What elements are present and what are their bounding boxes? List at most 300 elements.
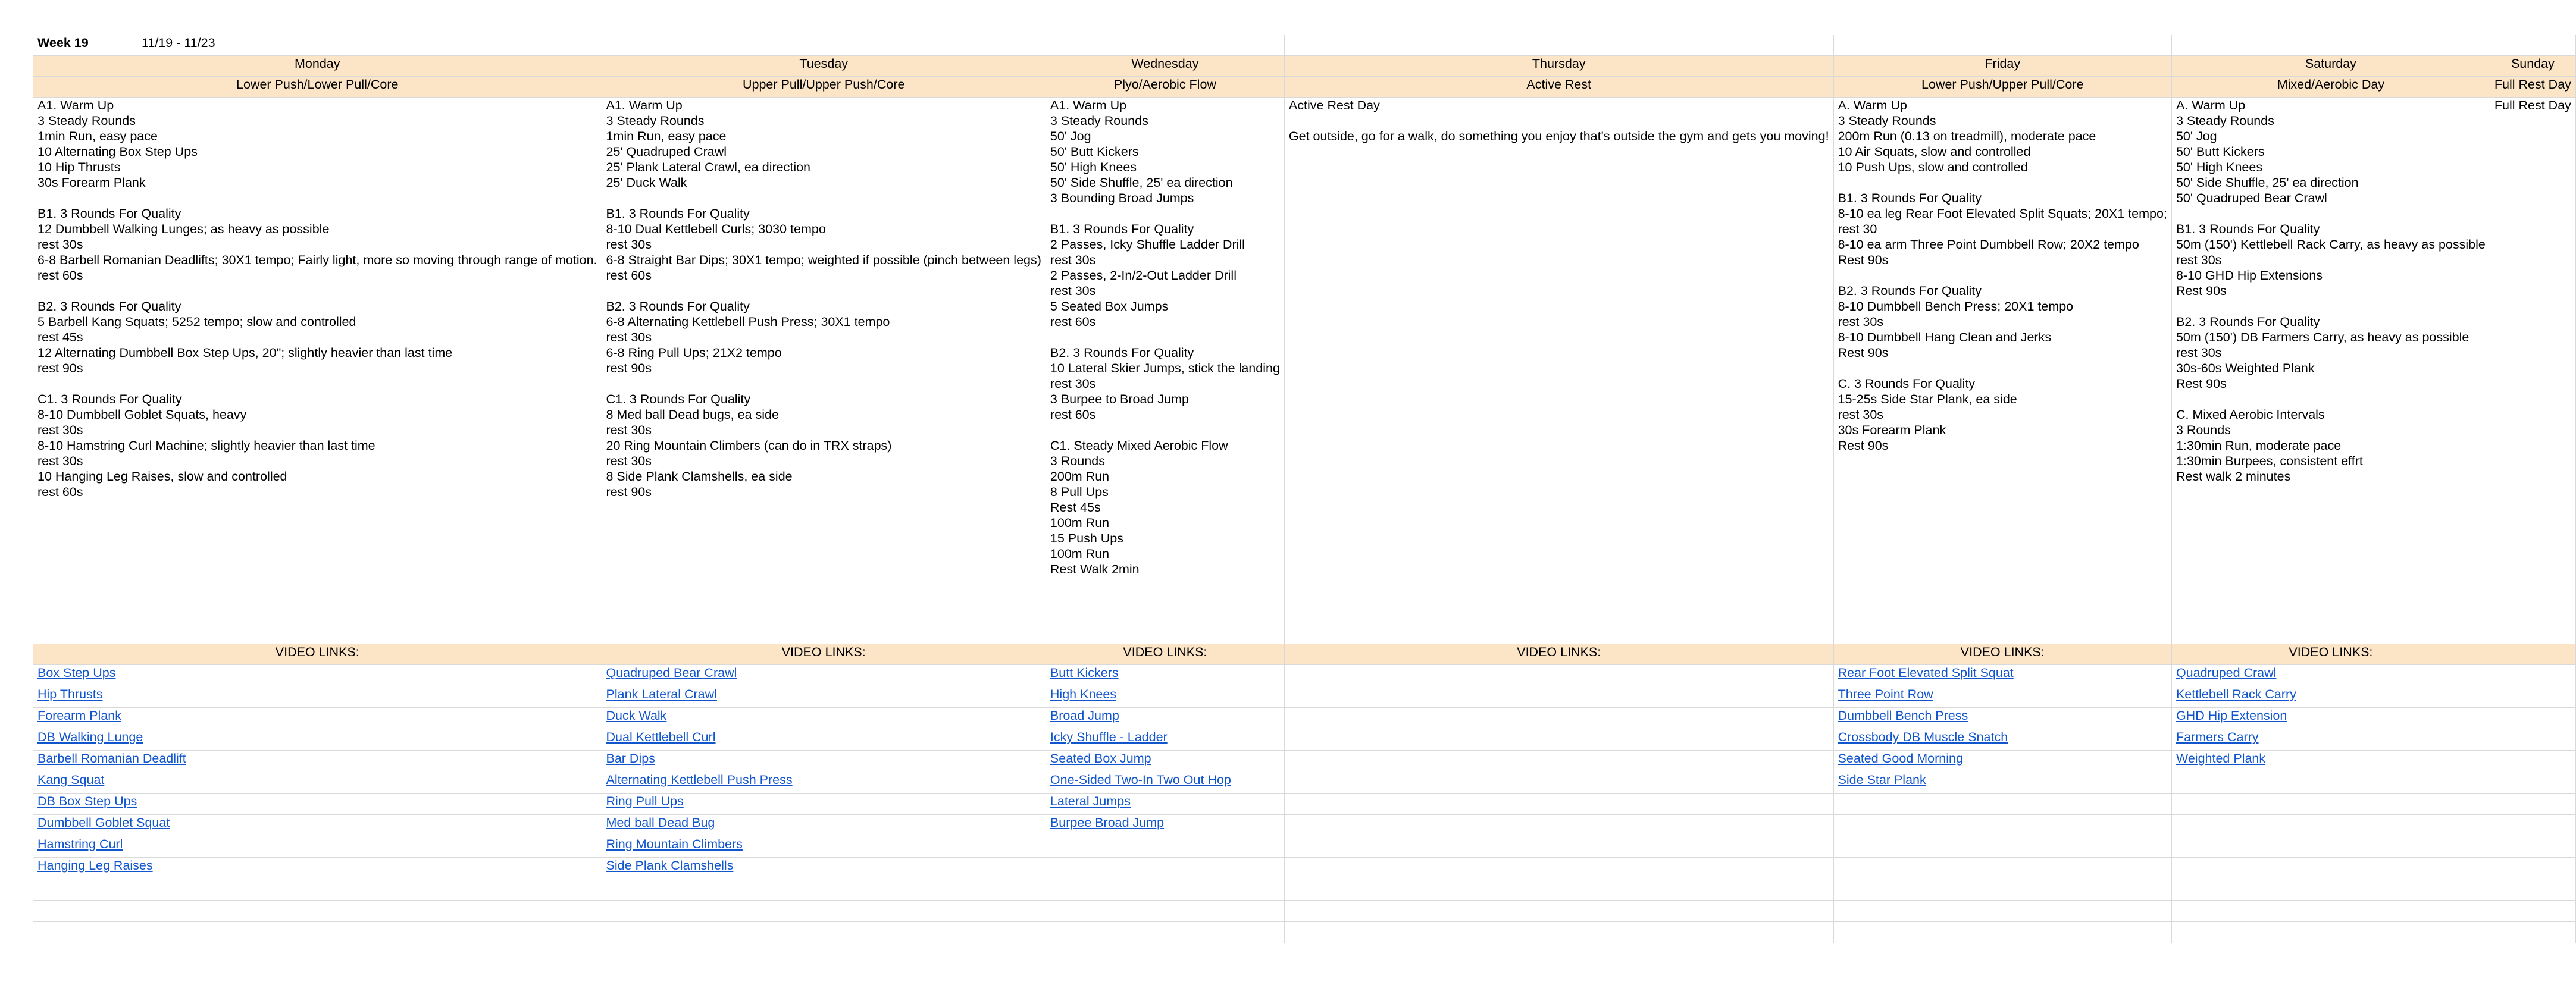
video-link-cell[interactable] [33,686,602,708]
video-link-cell[interactable] [33,772,602,794]
video-link-cell[interactable] [2171,686,2490,708]
video-link-cell[interactable] [602,665,1046,686]
day-header-tuesday[interactable]: Tuesday [602,56,1046,77]
workout-line [1838,175,2167,190]
workout-line: B2. 3 Rounds For Quality [2176,315,2320,329]
workout-line: B1. 3 Rounds For Quality [37,206,181,221]
empty-cell[interactable] [1046,35,1284,56]
video-link[interactable]: High Knees [1050,687,1117,701]
video-link-cell[interactable] [1833,686,2171,708]
video-link-cell[interactable] [2171,901,2490,922]
workout-line: A. Warm Up [1838,98,1907,112]
video-link[interactable]: Bar Dips [606,751,655,766]
video-link-cell[interactable] [1833,794,2171,815]
video-link-cell[interactable] [1046,901,1284,922]
video-link-cell[interactable] [602,708,1046,729]
video-link-cell[interactable] [1833,901,2171,922]
workout-line: B1. 3 Rounds For Quality [2176,222,2320,236]
video-link-cell[interactable] [2490,901,2575,922]
video-link-cell[interactable] [1046,815,1284,836]
video-link-cell[interactable] [2490,751,2575,772]
workout-line: rest 30s [606,423,652,437]
video-link-cell[interactable] [33,794,602,815]
workout-line: 1:30min Burpees, consistent effrt [2176,454,2363,468]
video-link-cell[interactable] [602,686,1046,708]
video-link-cell[interactable] [602,836,1046,858]
workout-line: 30s Forearm Plank [1838,423,1946,437]
workout-line [1050,330,1280,345]
video-link-cell[interactable] [1284,772,1833,794]
video-link[interactable]: Lateral Jumps [1050,794,1131,808]
video-link[interactable]: Kang Squat [37,773,105,787]
video-link-cell[interactable] [1046,729,1284,751]
workout-line: 50' Butt Kickers [2176,145,2265,159]
workout-line [2176,299,2486,314]
day-header-friday[interactable]: Friday [1833,56,2171,77]
workout-line: 1min Run, easy pace [37,129,158,143]
workout-line [606,283,1041,299]
video-link-cell[interactable] [602,815,1046,836]
video-link-cell[interactable] [1046,836,1284,858]
video-link-cell[interactable] [1833,879,2171,901]
video-link[interactable]: Barbell Romanian Deadlift [37,751,186,766]
video-link-cell[interactable] [2490,794,2575,815]
video-link-cell[interactable] [2490,922,2575,943]
workout-line: rest 30 [1838,222,1877,236]
workout-line [1838,360,2167,376]
video-link[interactable]: Dual Kettlebell Curl [606,730,716,744]
video-link-cell[interactable] [2171,858,2490,879]
video-link[interactable]: Dumbbell Bench Press [1838,708,1968,723]
video-link[interactable]: Duck Walk [606,708,667,723]
workout-line: rest 30s [1838,407,1884,422]
video-link[interactable]: Kettlebell Rack Carry [2176,687,2296,701]
video-link[interactable]: Weighted Plank [2176,751,2266,766]
day-focus-tuesday[interactable]: Upper Pull/Upper Push/Core [602,77,1046,98]
video-link-row [33,901,2576,922]
workout-line: rest 60s [37,485,83,499]
workout-line: 3 Rounds [2176,423,2231,437]
workout-line: Get outside, go for a walk, do something you enjoy that's outside the gym and gets you moving! [1288,129,1829,143]
video-link[interactable]: Side Star Plank [1838,773,1926,787]
video-link-cell[interactable] [2490,836,2575,858]
video-link[interactable]: Farmers Carry [2176,730,2259,744]
video-link-cell[interactable] [1046,879,1284,901]
video-link-row [33,794,2576,815]
day-focus-friday[interactable]: Lower Push/Upper Pull/Core [1833,77,2171,98]
workout-line: 10 Air Squats, slow and controlled [1838,145,2031,159]
workout-line: C1. 3 Rounds For Quality [606,392,751,406]
video-link-cell[interactable] [1284,708,1833,729]
workout-line: 3 Steady Rounds [1838,114,1936,128]
video-link-cell[interactable] [1284,922,1833,943]
workout-line: Full Rest Day [2494,98,2571,112]
empty-cell[interactable] [2171,35,2490,56]
workout-line [606,190,1041,206]
workout-line: rest 60s [606,268,652,283]
workout-line: Rest walk 2 minutes [2176,469,2291,484]
workout-line: B2. 3 Rounds For Quality [37,299,181,313]
workout-line [1050,422,1280,438]
workout-line [2176,391,2486,407]
video-link-cell[interactable] [1046,686,1284,708]
workout-line: rest 60s [1050,407,1096,422]
video-link-cell[interactable] [1833,708,2171,729]
video-link-cell[interactable] [1833,836,2171,858]
video-link-cell[interactable] [602,922,1046,943]
workout-line: 30s-60s Weighted Plank [2176,361,2315,375]
workout-line: 50' Butt Kickers [1050,145,1139,159]
workout-line: 15-25s Side Star Plank, ea side [1838,392,2017,406]
workout-cell-friday[interactable] [1833,98,2171,644]
workout-line: 50m (150') DB Farmers Carry, as heavy as possible [2176,330,2469,344]
workout-line: A1. Warm Up [1050,98,1127,112]
workout-line: 25' Plank Lateral Crawl, ea direction [606,160,811,174]
workout-line: 3 Steady Rounds [606,114,705,128]
video-link[interactable]: Icky Shuffle - Ladder [1050,730,1168,744]
video-link-cell[interactable] [1833,665,2171,686]
video-link-cell[interactable] [2171,794,2490,815]
workout-line: 30s Forearm Plank [37,175,146,190]
video-link[interactable]: Quadruped Bear Crawl [606,666,737,680]
video-link-cell[interactable] [1284,794,1833,815]
video-link-cell[interactable] [2490,686,2575,708]
video-link-cell[interactable] [1046,665,1284,686]
workout-line: 5 Seated Box Jumps [1050,299,1169,313]
video-link[interactable]: Hip Thrusts [37,687,103,701]
day-focus-thursday[interactable]: Active Rest [1284,77,1833,98]
workout-line: 100m Run [1050,516,1110,530]
video-link-cell[interactable] [2490,815,2575,836]
workout-line: 3 Steady Rounds [37,114,136,128]
workout-line: 10 Alternating Box Step Ups [37,145,198,159]
video-link-cell[interactable] [1046,772,1284,794]
video-link-cell[interactable] [1833,751,2171,772]
video-link-cell[interactable] [2171,665,2490,686]
day-header-thursday[interactable]: Thursday [1284,56,1833,77]
workout-line: 3 Bounding Broad Jumps [1050,191,1194,205]
video-link[interactable]: Seated Box Jump [1050,751,1151,766]
video-link-row [33,665,2576,686]
video-links-header-sunday[interactable] [2490,644,2575,665]
video-link-cell[interactable] [1833,772,2171,794]
video-link[interactable]: Butt Kickers [1050,666,1119,680]
video-link[interactable]: Quadruped Crawl [2176,666,2277,680]
video-link[interactable]: Dumbbell Goblet Squat [37,816,170,830]
workout-line: 3 Steady Rounds [1050,114,1148,128]
video-link-cell[interactable] [2490,729,2575,751]
empty-cell[interactable] [1833,35,2171,56]
workout-line: 8 Med ball Dead bugs, ea side [606,407,779,422]
workout-line: 12 Dumbbell Walking Lunges; as heavy as possible [37,222,330,236]
workout-line: 100m Run [1050,547,1110,561]
day-focus-monday[interactable]: Lower Push/Lower Pull/Core [33,77,602,98]
video-link[interactable]: Side Plank Clamshells [606,858,734,873]
workout-line: 8-10 Dumbbell Goblet Squats, heavy [37,407,247,422]
video-links-header-friday[interactable]: VIDEO LINKS: [1833,644,2171,665]
workout-line: 50' Jog [2176,129,2217,143]
workout-cell-tuesday[interactable] [602,98,1046,644]
video-link[interactable]: Ring Mountain Climbers [606,837,743,851]
workout-line: rest 30s [2176,346,2222,360]
workout-line: Active Rest Day [1288,98,1380,112]
workout-line: rest 45s [37,330,83,344]
workout-line: A. Warm Up [2176,98,2246,112]
day-focus-saturday[interactable]: Mixed/Aerobic Day [2171,77,2490,98]
workout-line: 6-8 Ring Pull Ups; 21X2 tempo [606,346,782,360]
video-link-cell[interactable] [1284,686,1833,708]
workout-line: C. 3 Rounds For Quality [1838,377,1976,391]
video-link-cell[interactable] [2490,879,2575,901]
workout-line: C1. Steady Mixed Aerobic Flow [1050,438,1228,453]
video-link-cell[interactable] [33,858,602,879]
video-link-row [33,751,2576,772]
video-link-row [33,708,2576,729]
day-header-monday[interactable]: Monday [33,56,602,77]
video-link-cell[interactable] [2490,772,2575,794]
workout-line: rest 30s [1050,253,1096,267]
workout-line: 25' Quadruped Crawl [606,145,727,159]
video-link-cell[interactable] [2490,708,2575,729]
workout-line: B2. 3 Rounds For Quality [606,299,750,313]
video-link[interactable]: Burpee Broad Jump [1050,816,1165,830]
workout-line: B2. 3 Rounds For Quality [1050,346,1194,360]
day-header-wednesday[interactable]: Wednesday [1046,56,1284,77]
video-link-row [33,686,2576,708]
video-link-cell[interactable] [1284,665,1833,686]
workout-line: 8 Side Plank Clamshells, ea side [606,469,793,484]
video-link-cell[interactable] [602,858,1046,879]
video-link[interactable]: Ring Pull Ups [606,794,684,808]
video-link-row [33,858,2576,879]
workout-line: 8-10 Dumbbell Bench Press; 20X1 tempo [1838,299,2074,313]
workout-line: 10 Hanging Leg Raises, slow and controlled [37,469,287,484]
workout-line: Rest 90s [2176,377,2227,391]
video-link-cell[interactable] [1046,794,1284,815]
workout-line: Rest 90s [1838,346,1889,360]
workout-line: 12 Alternating Dumbbell Box Step Ups, 20"; slightly heavier than last time [37,346,453,360]
video-link-cell[interactable] [2171,922,2490,943]
workout-line: C. Mixed Aerobic Intervals [2176,407,2325,422]
workout-line: rest 60s [37,268,83,283]
workout-line [37,190,597,206]
workout-line [2176,206,2486,221]
workout-line: 8-10 ea arm Three Point Dumbbell Row; 20X2 tempo [1838,237,2139,252]
video-link-cell[interactable] [2171,815,2490,836]
video-link[interactable]: DB Walking Lunge [37,730,143,744]
workout-line: 3 Burpee to Broad Jump [1050,392,1189,406]
workout-line [1838,268,2167,283]
workout-line: A1. Warm Up [37,98,114,112]
workout-line: 3 Steady Rounds [2176,114,2274,128]
empty-cell[interactable] [1284,35,1833,56]
video-link-row [33,729,2576,751]
workout-line: B1. 3 Rounds For Quality [1838,191,1982,205]
empty-cell[interactable] [2490,35,2575,56]
video-link[interactable]: Hanging Leg Raises [37,858,153,873]
video-link-cell[interactable] [1833,922,2171,943]
video-link[interactable]: Hamstring Curl [37,837,123,851]
video-links-header-saturday[interactable]: VIDEO LINKS: [2171,644,2490,665]
workout-line: 8 Pull Ups [1050,485,1109,499]
workout-line: rest 30s [1050,377,1096,391]
workout-line: rest 30s [2176,253,2222,267]
video-link-cell[interactable] [1284,751,1833,772]
week-row [33,35,2576,56]
video-link-cell[interactable] [33,708,602,729]
video-link-cell[interactable] [2171,772,2490,794]
day-header-saturday[interactable]: Saturday [2171,56,2490,77]
workout-line: C1. 3 Rounds For Quality [37,392,182,406]
workout-line: rest 90s [606,361,652,375]
video-link-cell[interactable] [1284,879,1833,901]
video-link[interactable]: Crossbody DB Muscle Snatch [1838,730,2008,744]
video-link[interactable]: Three Point Row [1838,687,1933,701]
video-link-row [33,836,2576,858]
workout-line: B1. 3 Rounds For Quality [1050,222,1194,236]
workout-line: Rest 90s [1838,438,1889,453]
video-link[interactable]: Broad Jump [1050,708,1119,723]
video-links-header-wednesday[interactable]: VIDEO LINKS: [1046,644,1284,665]
video-link-cell[interactable] [2490,665,2575,686]
workout-line: rest 30s [1050,284,1096,298]
workout-line: rest 30s [37,237,83,252]
video-link-cell[interactable] [602,901,1046,922]
workout-line: rest 30s [1838,315,1884,329]
video-link-cell[interactable] [1284,815,1833,836]
day-header-sunday[interactable]: Sunday [2490,56,2575,77]
workout-line: 2 Passes, 2-In/2-Out Ladder Drill [1050,268,1237,283]
video-links-header-tuesday[interactable]: VIDEO LINKS: [602,644,1046,665]
video-link-cell[interactable] [2171,729,2490,751]
video-link-cell[interactable] [1284,836,1833,858]
workout-cell-sunday[interactable] [2490,98,2575,644]
workout-line: 10 Lateral Skier Jumps, stick the landing [1050,361,1280,375]
video-link-cell[interactable] [33,729,602,751]
workout-line: Rest 90s [1838,253,1889,267]
workout-cell-monday[interactable] [33,98,602,644]
workout-line: 5 Barbell Kang Squats; 5252 tempo; slow and controlled [37,315,356,329]
video-link[interactable]: DB Box Step Ups [37,794,137,808]
video-link-cell[interactable] [33,665,602,686]
video-link-cell[interactable] [1046,922,1284,943]
workout-line: 8-10 Dumbbell Hang Clean and Jerks [1838,330,2052,344]
video-link-cell[interactable] [1284,901,1833,922]
video-links-header-thursday[interactable]: VIDEO LINKS: [1284,644,1833,665]
video-link-cell[interactable] [602,879,1046,901]
video-link-cell[interactable] [2171,836,2490,858]
workout-line: 50' Quadruped Bear Crawl [2176,191,2327,205]
video-link[interactable]: One-Sided Two-In Two Out Hop [1050,773,1231,787]
workout-line: A1. Warm Up [606,98,683,112]
video-link[interactable]: Plank Lateral Crawl [606,687,717,701]
video-link[interactable]: Box Step Ups [37,666,116,680]
video-link-cell[interactable] [1046,751,1284,772]
video-link[interactable]: Rear Foot Elevated Split Squat [1838,666,2014,680]
video-link[interactable]: GHD Hip Extension [2176,708,2287,723]
video-link-cell[interactable] [33,879,602,901]
video-link-cell[interactable] [602,794,1046,815]
day-focus-sunday[interactable]: Full Rest Day [2490,77,2575,98]
video-links-body [33,665,2576,943]
video-link[interactable]: Alternating Kettlebell Push Press [606,773,793,787]
week-cell[interactable] [33,35,602,56]
workout-line [1289,113,1829,128]
empty-cell[interactable] [602,35,1046,56]
workout-line: rest 30s [37,454,83,468]
workout-line: 3 Rounds [1050,454,1105,468]
week-label: Week 19 [37,36,89,50]
video-link-cell[interactable] [2490,858,2575,879]
video-link-cell[interactable] [1833,815,2171,836]
workout-line: 50' Side Shuffle, 25' ea direction [1050,175,1233,190]
video-link-cell[interactable] [2171,751,2490,772]
workout-line: 6-8 Alternating Kettlebell Push Press; 30X1 tempo [606,315,890,329]
workout-line [1050,206,1280,221]
workout-line: rest 30s [37,423,83,437]
workout-cell-thursday[interactable] [1284,98,1833,644]
week-dates: 11/19 - 11/23 [142,36,215,50]
day-focus-wednesday[interactable]: Plyo/Aerobic Flow [1046,77,1284,98]
video-link-cell[interactable] [33,751,602,772]
video-link-cell[interactable] [33,922,602,943]
workout-cell-wednesday[interactable] [1046,98,1284,644]
workout-line: 2 Passes, Icky Shuffle Ladder Drill [1050,237,1245,252]
video-link-cell[interactable] [33,815,602,836]
video-links-header-monday[interactable]: VIDEO LINKS: [33,644,602,665]
workout-line: Rest 45s [1050,500,1101,515]
workout-cell-saturday[interactable] [2171,98,2490,644]
workout-line [606,376,1041,391]
video-link-row [33,922,2576,943]
video-link-cell[interactable] [1284,729,1833,751]
video-links-header-row [33,644,2576,665]
workout-line: rest 30s [606,454,652,468]
workout-line: 50' Side Shuffle, 25' ea direction [2176,175,2359,190]
video-link-cell[interactable] [602,772,1046,794]
video-link[interactable]: Med ball Dead Bug [606,816,715,830]
video-link-cell[interactable] [602,751,1046,772]
workout-line: 10 Push Ups, slow and controlled [1838,160,2028,174]
workout-line: 8-10 Hamstring Curl Machine; slightly heavier than last time [37,438,375,453]
video-link-cell[interactable] [33,901,602,922]
workout-line: 50m (150') Kettlebell Rack Carry, as heavy as possible [2176,237,2486,252]
video-link-cell[interactable] [602,729,1046,751]
video-link-cell[interactable] [1046,858,1284,879]
workout-line: rest 30s [606,330,652,344]
video-link-cell[interactable] [1833,858,2171,879]
video-link-cell[interactable] [2171,879,2490,901]
video-link-cell[interactable] [1284,858,1833,879]
video-link-cell[interactable] [33,836,602,858]
workout-line: 200m Run [1050,469,1110,484]
workout-line [37,376,597,391]
video-link-cell[interactable] [2171,708,2490,729]
video-link[interactable]: Seated Good Morning [1838,751,1963,766]
workout-line: Rest 90s [2176,284,2227,298]
workout-line: 50' Jog [1050,129,1091,143]
workout-spreadsheet [33,35,2576,943]
video-link-cell[interactable] [1046,708,1284,729]
workout-line: 50' High Knees [1050,160,1137,174]
workout-line: B1. 3 Rounds For Quality [606,206,750,221]
workout-line: 1min Run, easy pace [606,129,727,143]
video-link-cell[interactable] [1833,729,2171,751]
workout-line: 8-10 GHD Hip Extensions [2176,268,2323,283]
video-link[interactable]: Forearm Plank [37,708,121,723]
workout-line: 10 Hip Thrusts [37,160,121,174]
workout-line: 20 Ring Mountain Climbers (can do in TRX straps) [606,438,892,453]
